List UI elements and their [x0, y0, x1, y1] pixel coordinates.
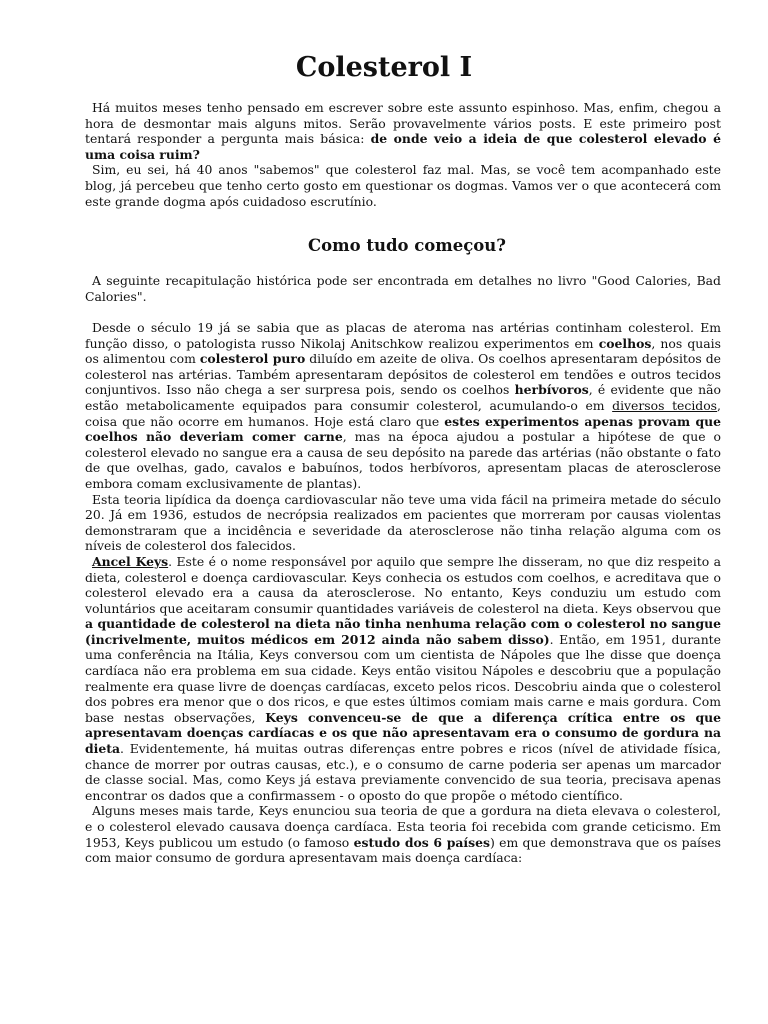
intro-block — [85, 100, 721, 209]
intro-paragraph-2 — [85, 162, 721, 209]
later-t1: Alguns meses mais tarde, Keys enunciou sua teoria de que a gordura na dieta elevava o colesterol, e o colesterol elevado causava doença cardíaca. Esta teoria foi recebida com grande ceticismo. Em 1953, Keys publicou um estudo (o famoso — [85, 803, 721, 850]
recap-paragraph — [85, 273, 721, 304]
page-title: Colesterol I — [295, 52, 473, 83]
keys-t3: . Evidentemente, há muitas outras diferenças entre pobres e ricos (nível de atividade física, chance de morrer por outras causas, etc.), e o consumo de carne poderia ser apenas um marcador de classe social. Mas, como Keys já estava previamente convencido de sua teoria, precisava apenas encontrar os dados que a confirmassem - o oposto do que propõe o método científico. — [85, 741, 721, 803]
intro-p1-bold: de onde veio a ideia de que colesterol elevado é uma coisa ruim? — [85, 131, 721, 162]
keys-b1: a quantidade de colesterol na dieta não tinha nenhuma relação com o colesterol no sangue (incrivelmente, muitos médicos em 2012 ainda não sabem disso) — [85, 616, 721, 647]
lipid-text: Esta teoria lipídica da doença cardiovascular não teve uma vida fácil na primeira metade do século 20. Já em 1936, estudos de necrópsia realizados em pacientes que morreram por causas violentas demonstraram que a incidência e severidade da aterosclerose não tinha relação alguma com os níveis de colesterol dos falecidos. — [85, 491, 721, 554]
keys-name: Ancel Keys — [92, 553, 169, 569]
section-heading: Como tudo começou? — [308, 236, 506, 255]
intro-paragraph-1 — [85, 100, 721, 162]
intro-p1-text: Há muitos meses tenho pensado em escrever sobre este assunto espinhoso. Mas, enfim, chegou a hora de desmontar mais alguns mitos. Serão provavelmente vários posts. E este primeiro post tentará responder a pergunta mais básica: — [85, 100, 721, 147]
later-paragraph — [85, 803, 721, 865]
recap-block — [85, 273, 721, 304]
keys-t1: . Este é o nome responsável por aquilo que sempre lhe disseram, no que diz respeito a dieta, colesterol e doença cardiovascular. Keys conhecia os estudos com coelhos, e acreditava que o colesterol elevado era a causa da aterosclerose. No entanto, Keys conduziu um estudo com voluntários que aceitaram consumir quantidades variáveis de colesterol na dieta. Keys observou que — [85, 553, 721, 616]
rabbits-t5: , coisa que não ocorre em humanos. Hoje está claro que — [85, 397, 721, 429]
keys-t2: . Então, em 1951, durante uma conferência na Itália, Keys conversou com um cientista de Nápoles que lhe disse que doença cardíaca não era problema em sua cidade. Keys então visitou Nápoles e descobriu que a população realmente era quase livre de doenças cardíacas, exceto pelos ricos. Descobriu ainda que o colesterol dos pobres era menor que o dos ricos, e que estes últimos comiam mais carne e mais gordura. Com base nestas observações, — [85, 631, 721, 725]
lipid-theory-paragraph — [85, 492, 721, 554]
rabbits-paragraph — [85, 320, 721, 492]
rabbits-b2: colesterol puro — [199, 351, 306, 367]
rabbits-b3: herbívoros — [514, 382, 589, 398]
rabbits-t2: , nos quais os alimentou com — [85, 335, 721, 367]
rabbits-b4: estes experimentos apenas provam que coelhos não deveriam comer carne — [85, 413, 722, 445]
recap-text: A seguinte recapitulação histórica pode ser encontrada em detalhes no livro "Good Calories, Bad Calories". — [85, 273, 721, 304]
keys-paragraph — [85, 554, 721, 804]
diversos-tecidos-link[interactable]: diversos tecidos — [612, 397, 718, 413]
rabbits-t6: , mas na época ajudou a postular a hipótese de que o colesterol elevado no sangue era a causa de seu depósito na parede das artérias (não obstante o fato de que ovelhas, gado, cavalos e babuínos, todos herbívoros, apresentam placas de aterosclerose embora comam exclusivamente de plantas). — [85, 429, 722, 491]
history-block — [85, 320, 721, 866]
intro-p2-text: Sim, eu sei, há 40 anos "sabemos" que colesterol faz mal. Mas, se você tem acompanhado este blog, já percebeu que tenho certo gosto em questionar os dogmas. Vamos ver o que acontecerá com este grande dogma após cuidadoso escrutínio. — [85, 162, 721, 209]
later-t2: ) em que demonstrava que os países com maior consumo de gordura apresentavam mais doença cardíaca: — [85, 834, 721, 866]
rabbits-t3: diluído em azeite de oliva. Os coelhos apresentaram depósitos de colesterol nas artérias. Também apresentaram depósitos de colesterol em tendões e outros tecidos conjuntivos. Isso não chega a ser surpresa pois, sendo os coelhos — [85, 351, 722, 398]
ancel-keys-link[interactable] — [92, 554, 168, 569]
keys-b2: Keys convenceu-se de que a diferença crítica entre os que apresentavam doenças cardíacas e os que não apresentavam era o consumo de gordura na dieta — [85, 709, 721, 757]
rabbits-t1: Desde o século 19 já se sabia que as placas de ateroma nas artérias continham colesterol. Em função disso, o patologista russo Nikolaj Anitschkow realizou experimentos em — [85, 320, 721, 351]
later-b1: estudo dos 6 países — [353, 834, 490, 850]
rabbits-b1: coelhos — [598, 335, 652, 351]
rabbits-t4: , é evidente que não estão metabolicamente equipados para consumir colesterol, acumulando-o em — [85, 382, 721, 413]
